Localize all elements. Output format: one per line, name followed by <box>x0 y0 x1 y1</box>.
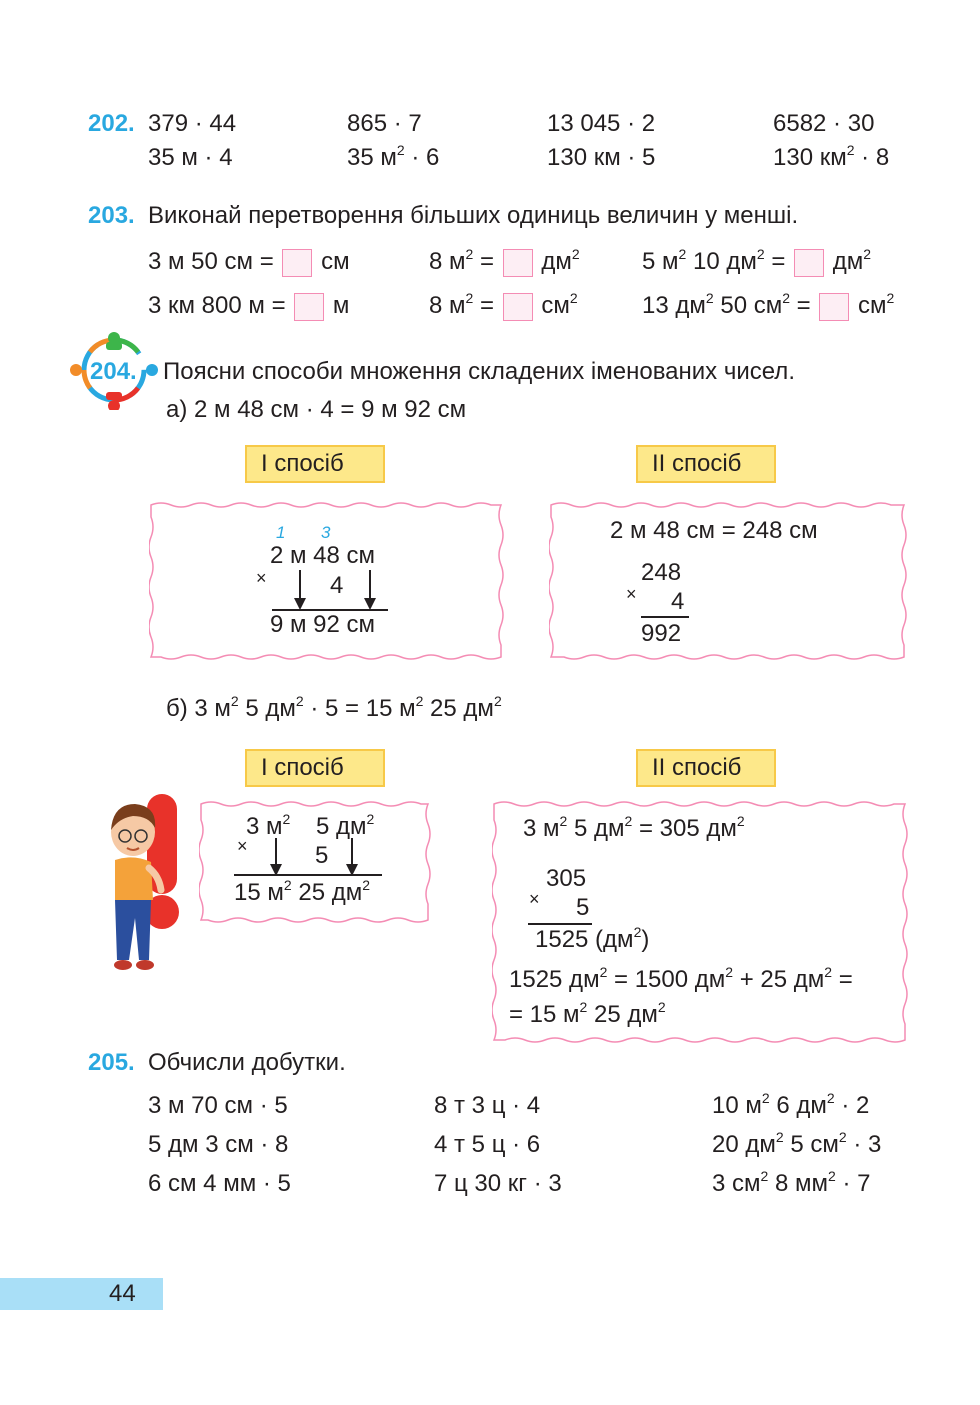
task-202-item: 35 м · 4 <box>148 144 233 171</box>
times-sign: × <box>237 836 248 856</box>
task-202-number: 202. <box>88 110 135 137</box>
product: 992 <box>641 620 682 647</box>
task-205-item: 10 $м^2$ 6 $дм^2 \cdot 2$ <box>712 1090 870 1119</box>
method-1-label: І спосіб <box>245 749 385 787</box>
task-205-number: 205. <box>88 1049 135 1076</box>
task-205-item: 20 $дм^2$ 5 $см^2 \cdot 3$ <box>712 1129 882 1158</box>
task-205-item: 3 м 70 см · 5 <box>148 1092 288 1119</box>
multiplier: 5 <box>315 842 329 869</box>
task-205-item: 8 т 3 ц · 4 <box>434 1092 541 1119</box>
part-b-equation: б) 3 $м^2$ 5 $дм^2 \cdot 5 = 15$ $м^2$ 25 $дм^2$ <box>166 693 502 722</box>
result-line <box>528 923 592 925</box>
multiplicand-part: 3 $м^2$ <box>246 811 291 840</box>
decomposition-line: = 15 $м^2$ 25 $дм^2$ <box>509 999 666 1028</box>
method-2-label: ІІ спосіб <box>636 749 776 787</box>
conversion-equation: 2 м 48 см = 248 см <box>610 517 818 544</box>
task-203-title: Виконай перетворення більших одиниць величин у менші. <box>148 202 799 229</box>
task-205-item: 7 ц 30 кг · 3 <box>434 1170 562 1197</box>
task-202-item: 13 045 · 2 <box>547 110 656 137</box>
times-sign: × <box>626 584 637 604</box>
result-line <box>234 874 382 876</box>
task-204-number: 204. <box>90 358 137 385</box>
multiplier: 4 <box>671 588 685 615</box>
arrow-down-icon <box>360 570 380 610</box>
answer-box[interactable] <box>503 249 533 277</box>
product: 1525 $(дм^2)$ <box>535 924 650 953</box>
task-205-item: 6 см 4 мм · 5 <box>148 1170 291 1197</box>
product: 9 м 92 см <box>270 611 376 638</box>
task-202-item: 379 · 44 <box>148 110 237 137</box>
task-202-item: 130 $км^2 \cdot 8$ <box>773 142 890 171</box>
task-205-title: Обчисли добутки. <box>148 1049 346 1076</box>
task-202-item: 35 $м^2 \cdot 6$ <box>347 142 440 171</box>
multiplier: 5 <box>576 894 590 921</box>
multiplicand: 2 м 48 см <box>270 542 376 569</box>
conversion-item: 13 $дм^2$ 50 $см^2 = см^2$ <box>642 290 895 319</box>
conversion-equation: 3 $м^2$ 5 $дм^2 = 305$ $дм^2$ <box>523 813 745 842</box>
arrow-down-icon <box>342 838 362 876</box>
multiplicand-part: 5 $дм^2$ <box>316 811 375 840</box>
page-number-strip <box>0 1278 163 1310</box>
conversion-item: 5 $м^2$ 10 $дм^2 = дм^2$ <box>642 246 871 275</box>
multiplier: 4 <box>330 572 344 599</box>
task-202-item: 6582 · 30 <box>773 110 875 137</box>
multiplicand: 248 <box>641 559 682 586</box>
page-number: 44 <box>109 1280 136 1307</box>
product: 15 $м^2$ 25 $дм^2$ <box>234 877 371 906</box>
part-a-equation: а) 2 м 48 см · 4 = 9 м 92 см <box>166 396 467 423</box>
task-205-item: 4 т 5 ц · 6 <box>434 1131 541 1158</box>
answer-box[interactable] <box>819 293 849 321</box>
arrow-down-icon <box>290 570 310 610</box>
multiplicand: 305 <box>546 865 587 892</box>
answer-box[interactable] <box>794 249 824 277</box>
times-sign: × <box>529 889 540 909</box>
task-205-item: 5 дм 3 см · 8 <box>148 1131 289 1158</box>
method-2-label: ІІ спосіб <box>636 445 776 483</box>
carry-digit: 1 <box>276 523 286 542</box>
conversion-item: 3 км 800 м = м <box>148 292 350 319</box>
task-204-title: Поясни способи множення складених іменованих чисел. <box>163 358 795 385</box>
answer-box[interactable] <box>503 293 533 321</box>
carry-digit: 3 <box>321 523 331 542</box>
answer-box[interactable] <box>282 249 312 277</box>
conversion-item: 8 $м^2 = см^2$ <box>429 290 578 319</box>
method-1-label: І спосіб <box>245 445 385 483</box>
result-line <box>641 616 689 618</box>
times-sign: × <box>256 568 267 588</box>
answer-box[interactable] <box>294 293 324 321</box>
task-202-item: 865 · 7 <box>347 110 422 137</box>
boy-illustration <box>103 790 188 975</box>
task-205-item: 3 $см^2$ 8 $мм^2 \cdot 7$ <box>712 1168 871 1197</box>
decomposition-line: 1525 $дм^2 = 1500$ $дм^2 + 25$ $дм^2$ = <box>509 964 853 993</box>
task-203-number: 203. <box>88 202 135 229</box>
conversion-item: 8 $м^2 = дм^2$ <box>429 246 580 275</box>
conversion-item: 3 м 50 см = см <box>148 248 350 275</box>
arrow-down-icon <box>266 838 286 876</box>
task-202-item: 130 км · 5 <box>547 144 656 171</box>
